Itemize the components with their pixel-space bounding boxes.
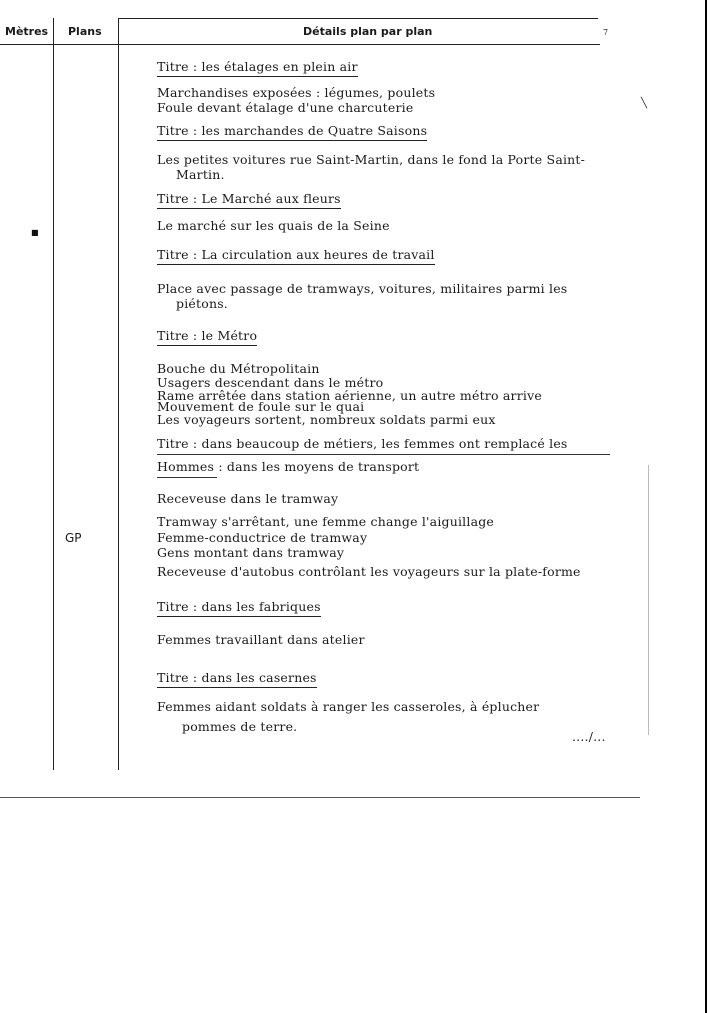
- title-quatre-saisons: Titre : les marchandes de Quatre Saisons: [157, 124, 427, 141]
- page-edge-mark: [648, 465, 649, 735]
- page-edge-right: [705, 0, 707, 1013]
- detail-line: Le marché sur les quais de la Seine: [157, 218, 390, 233]
- detail-line: Femmes travaillant dans atelier: [157, 632, 365, 647]
- detail-line-hommes: Hommes : dans les moyens de transport: [157, 459, 420, 474]
- column-divider-2: [118, 18, 119, 770]
- header-plans: Plans: [68, 25, 102, 38]
- column-divider-1: [53, 18, 54, 770]
- detail-line: Femme-conductrice de tramway: [157, 530, 368, 545]
- detail-line: Bouche du Métropolitain: [157, 361, 320, 376]
- detail-line: Usagers descendant dans le métro: [157, 375, 384, 390]
- header-top-rule: [118, 18, 598, 19]
- detail-line: Marchandises exposées : légumes, poulets: [157, 85, 436, 100]
- detail-line: Foule devant étalage d'une charcuterie: [157, 100, 414, 115]
- title-metro: Titre : le Métro: [157, 329, 257, 346]
- header-details: Détails plan par plan: [303, 25, 433, 38]
- detail-line: Gens montant dans tramway: [157, 545, 345, 560]
- detail-line: Tramway s'arrêtant, une femme change l'aiguillage: [157, 514, 495, 529]
- detail-line: pommes de terre.: [182, 719, 298, 734]
- detail-line: Rame arrêtée dans station aérienne, un autre métro arrive: [157, 388, 542, 403]
- scan-speck: ■: [31, 228, 39, 237]
- detail-line: piétons.: [176, 296, 228, 311]
- detail-line: Les voyageurs sortent, nombreux soldats parmi eux: [157, 412, 496, 427]
- title-fabriques: Titre : dans les fabriques: [157, 600, 321, 617]
- title-circulation: Titre : La circulation aux heures de travail: [157, 248, 435, 265]
- continuation-mark: ..../...: [572, 729, 606, 744]
- title-metiers-underline: [157, 454, 610, 455]
- detail-line: Martin.: [176, 167, 225, 182]
- title-metiers: Titre : dans beaucoup de métiers, les femmes ont remplacé les: [157, 436, 568, 451]
- footer-rule: [0, 797, 640, 798]
- detail-line: Mouvement de foule sur le quai: [157, 399, 365, 414]
- detail-line: Receveuse dans le tramway: [157, 491, 339, 506]
- title-marche-fleurs: Titre : Le Marché aux fleurs: [157, 192, 341, 209]
- scan-speck: ╲: [641, 98, 648, 109]
- detail-line: Receveuse d'autobus contrôlant les voyageurs sur la plate-forme: [157, 564, 581, 579]
- detail-line: Place avec passage de tramways, voitures, militaires parmi les: [157, 281, 568, 296]
- title-etalages: Titre : les étalages en plein air: [157, 60, 358, 77]
- title-casernes: Titre : dans les casernes: [157, 671, 317, 688]
- page-number: 7: [603, 28, 609, 37]
- detail-line: Les petites voitures rue Saint-Martin, dans le fond la Porte Saint-: [157, 152, 586, 167]
- detail-line: Femmes aidant soldats à ranger les casseroles, à éplucher: [157, 699, 540, 714]
- plan-gp: GP: [65, 531, 82, 545]
- header-bottom-rule: [0, 44, 600, 45]
- header-metres: Mètres: [5, 25, 49, 38]
- hommes-underline: [157, 477, 217, 478]
